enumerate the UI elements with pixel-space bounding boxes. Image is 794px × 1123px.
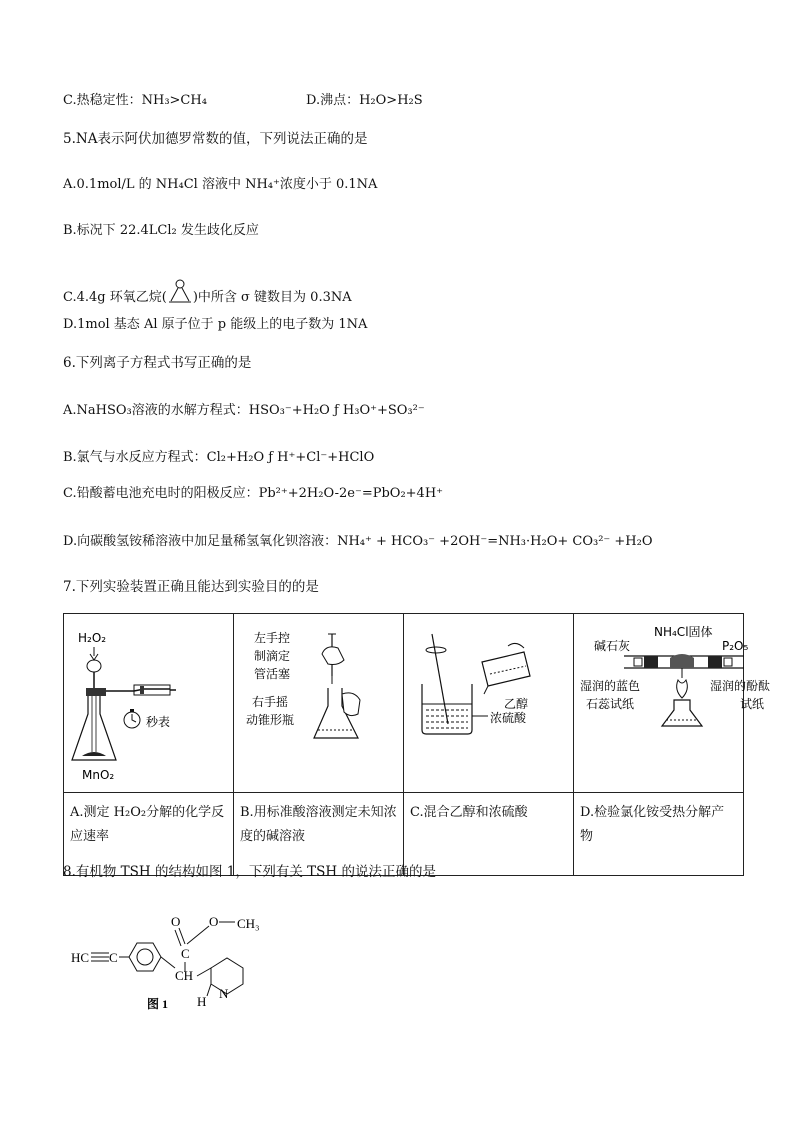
litmus-label-2: 石蕊试纸 [586,697,635,711]
q7-stem: 7.下列实验装置正确且能达到实验目的的是 [63,579,319,595]
q6-option-d: D.向碳酸氢铵稀溶液中加足量稀氢氧化钡溶液：NH₄⁺ + HCO₃⁻ +2OH⁻=NH₃·H₂O+ CO₃²⁻ +H₂O [63,534,653,549]
mno2-label: MnO₂ [82,768,115,782]
figure-a-reaction-rate [64,614,222,792]
q4-option-d: D.沸点：H₂O>H₂S [306,93,423,108]
q8-stem: 8.有机物 TSH 的结构如图 1，下列有关 TSH 的说法正确的是 [63,864,436,880]
atom-ch3: CH₃ [237,916,260,931]
atom-ch: CH [175,968,194,983]
figure-a-cell [64,614,234,793]
q6-option-c: C.铅酸蓄电池充电时的阳极反应：Pb²⁺+2H₂O-2e⁻=PbO₂+4H⁺ [63,486,444,501]
sulfuric-acid-label: 浓硫酸 [490,711,527,725]
caption-b: B.用标准酸溶液测定未知浓度的碱溶液 [234,793,404,876]
q6-option-a: A.NaHSO₃溶液的水解方程式：HSO₃⁻+H₂O ƒ H₃O⁺+SO₃²⁻ [63,403,425,418]
ethanol-label: 乙醇 [504,697,529,711]
q5-option-c [63,279,352,307]
figure-b-titration [234,614,392,792]
atom-c-alkyne: C [109,950,118,965]
q5-option-b: B.标况下 22.4LCl₂ 发生歧化反应 [63,223,259,238]
fig-b-text-3: 管活塞 [254,667,291,681]
q5-option-c-post: )中所含 σ 键数目为 0.3NA [192,290,352,305]
fig-b-text-4: 右手摇 [252,695,289,709]
q7-apparatus-table [63,613,771,876]
atom-n: N [219,986,229,1001]
atom-carbon: C [181,946,190,961]
atom-o-ester: O [209,914,219,929]
phenolphthalein-label-1: 湿润的酚酞 [710,679,771,693]
litmus-label-1: 湿润的蓝色 [580,679,641,693]
stopwatch-label: 秒表 [146,715,171,729]
soda-lime-label: 碱石灰 [594,639,631,653]
q5-option-a: A.0.1mol/L 的 NH₄Cl 溶液中 NH₄⁺浓度小于 0.1NA [63,177,378,192]
caption-c: C.混合乙醇和浓硫酸 [404,793,574,876]
fig-b-text-5: 动锥形瓶 [246,713,295,727]
figure-c-cell [404,614,574,793]
figure-b-cell [234,614,404,793]
epoxide-icon [167,279,193,305]
atom-o-carbonyl: O [171,914,181,929]
fig-b-text-1: 左手控 [254,631,291,645]
q6-stem: 6.下列离子方程式书写正确的是 [63,355,252,371]
q5-stem: 5.NA表示阿伏加德罗常数的值，下列说法正确的是 [63,131,368,147]
q5-option-c-pre: C.4.4g 环氧乙烷( [63,290,167,305]
caption-d: D.检验氯化铵受热分解产物 [574,793,744,876]
nh4cl-label: NH₄Cl固体 [654,625,713,639]
phenolphthalein-label-2: 试纸 [740,697,765,711]
atom-hc: HC [71,950,90,965]
caption-a: A.测定 H₂O₂分解的化学反应速率 [64,793,234,876]
q4-option-c: C.热稳定性：NH₃>CH₄ [63,93,207,108]
atom-h: H [197,994,207,1009]
figure-d-decomposition [574,614,778,792]
h2o2-label: H₂O₂ [78,631,107,645]
figure-d-cell [574,614,771,793]
structure-figure-1 [63,900,273,1012]
p2o5-label: P₂O₅ [722,639,749,653]
q5-option-d: D.1mol 基态 Al 原子位于 p 能级上的电子数为 1NA [63,317,368,332]
figure-1-label: 图 1 [147,997,169,1011]
fig-b-text-2: 制滴定 [254,649,291,663]
figure-c-mixing [404,614,562,792]
q6-option-b: B.氯气与水反应方程式：Cl₂+H₂O ƒ H⁺+Cl⁻+HClO [63,450,375,465]
